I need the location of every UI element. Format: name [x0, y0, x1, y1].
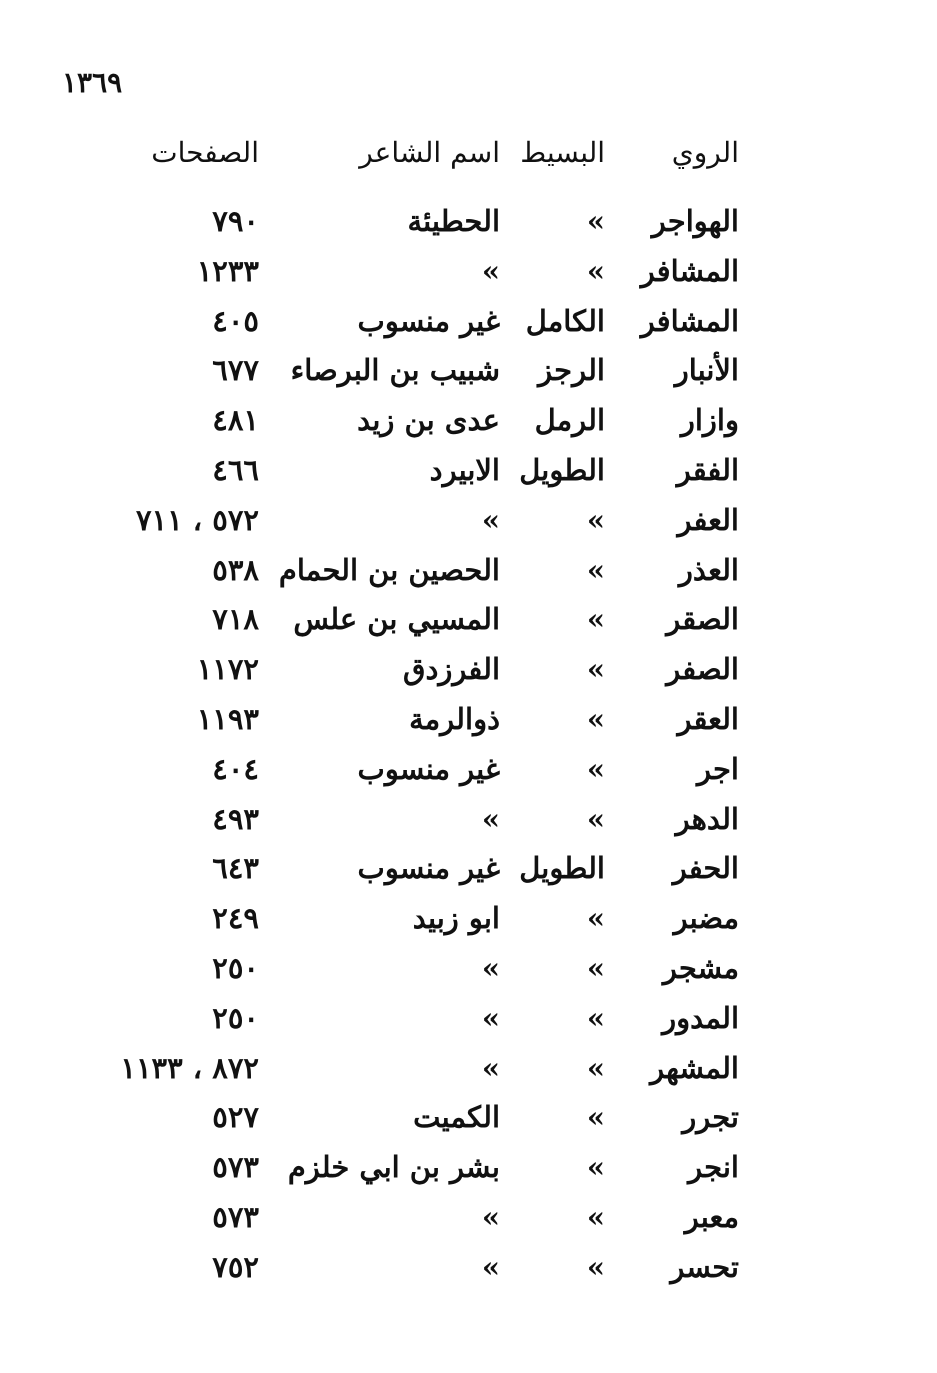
rawi-cell: وازار	[680, 403, 739, 438]
poet-cell: الفرزدق	[403, 652, 500, 687]
pages-cell: ٧٥٢	[212, 1249, 259, 1284]
header-pages: الصفحات	[151, 136, 259, 169]
pages-cell: ٢٤٩	[212, 901, 259, 936]
table-row	[0, 545, 937, 595]
bahr-cell: »	[586, 502, 605, 537]
table-row	[0, 594, 937, 644]
poet-cell: الحصين بن الحمام	[278, 552, 500, 587]
poet-cell: غير منسوب	[357, 303, 500, 338]
poet-cell: غير منسوب	[357, 851, 500, 886]
table-row	[0, 893, 937, 943]
pages-cell: ٥٢٧	[212, 1100, 259, 1135]
table-row	[0, 445, 937, 495]
poet-cell: الابيرد	[429, 453, 500, 487]
rawi-cell: تحسر	[670, 1249, 739, 1284]
table-row	[0, 1043, 937, 1093]
rawi-cell: الصفر	[666, 652, 739, 687]
pages-cell: ٥٧٣	[212, 1200, 259, 1234]
header-poet: اسم الشاعر	[359, 136, 500, 169]
pages-cell: ٦٤٣	[212, 851, 259, 886]
poet-cell: المسيي بن علس	[293, 602, 500, 637]
header-bahr: البسيط	[520, 136, 605, 169]
rawi-cell: المشافر	[640, 303, 739, 338]
pages-cell: ٤٩٣	[212, 801, 259, 836]
bahr-cell: »	[586, 253, 605, 288]
bahr-cell: الرمل	[534, 403, 605, 438]
rawi-cell: معبر	[684, 1200, 739, 1234]
poet-cell: »	[481, 801, 500, 836]
bahr-cell: »	[586, 901, 605, 936]
pages-cell: ٢٥٠	[212, 1000, 259, 1035]
bahr-cell: »	[586, 751, 605, 786]
table-row	[0, 1192, 937, 1242]
bahr-cell: »	[586, 1200, 605, 1234]
rawi-cell: العقر	[677, 702, 739, 736]
rawi-cell: اجر	[697, 751, 739, 786]
table-row	[0, 644, 937, 694]
poet-cell: ذوالرمة	[409, 702, 500, 736]
rawi-cell: الدهر	[675, 801, 739, 836]
pages-cell: ٥٧٣	[212, 1150, 259, 1185]
pages-cell: ٦٧٧	[212, 353, 259, 388]
pages-cell: ٥٣٨	[212, 552, 259, 587]
rawi-cell: المشهر	[650, 1050, 739, 1085]
poet-cell: »	[481, 253, 500, 288]
poet-cell: »	[481, 951, 500, 985]
pages-cell: ٤٠٤	[212, 751, 259, 786]
rawi-cell: العفر	[677, 502, 739, 537]
poet-cell: شبيب بن البرصاء	[290, 353, 500, 388]
table-row	[0, 395, 937, 445]
bahr-cell: »	[586, 801, 605, 836]
bahr-cell: الطويل	[519, 851, 605, 886]
table-row	[0, 1242, 937, 1292]
rawi-cell: العذر	[678, 552, 739, 587]
pages-cell: ٧١٨	[212, 602, 259, 637]
pages-cell: ٢٥٠	[212, 951, 259, 985]
poet-cell: بشر بن ابي خلزم	[287, 1150, 500, 1185]
bahr-cell: »	[586, 204, 605, 238]
poet-cell: »	[481, 1000, 500, 1035]
bahr-cell: »	[586, 602, 605, 637]
poet-cell: »	[481, 502, 500, 537]
pages-cell: ٥٧٢ ، ٧١١	[135, 502, 259, 537]
table-row	[0, 993, 937, 1043]
rawi-cell: الأنبار	[674, 353, 739, 388]
bahr-cell: الطويل	[519, 453, 605, 487]
pages-cell: ٧٩٠	[212, 204, 259, 238]
table-row	[0, 296, 937, 346]
table-row	[0, 694, 937, 744]
bahr-cell: »	[586, 1000, 605, 1035]
poet-cell: غير منسوب	[357, 751, 500, 786]
table-row	[0, 794, 937, 844]
table-row	[0, 1142, 937, 1192]
rawi-cell: مشجر	[662, 951, 739, 985]
rawi-cell: المشافر	[640, 253, 739, 288]
bahr-cell: »	[586, 702, 605, 736]
bahr-cell: »	[586, 951, 605, 985]
poet-cell: الكميت	[413, 1100, 500, 1135]
bahr-cell: »	[586, 1050, 605, 1085]
pages-cell: ١٢٣٣	[196, 253, 259, 288]
table-row	[0, 196, 937, 246]
rawi-cell: تجرر	[682, 1100, 739, 1135]
rawi-cell: الهواجر	[651, 204, 739, 238]
table-row	[0, 345, 937, 395]
table-row	[0, 843, 937, 893]
table-row	[0, 744, 937, 794]
table-row	[0, 495, 937, 545]
pages-cell: ٤٦٦	[212, 453, 259, 487]
bahr-cell: »	[586, 1150, 605, 1185]
bahr-cell: »	[586, 552, 605, 587]
header-rawi: الروي	[671, 136, 739, 169]
pages-cell: ٤٨١	[212, 403, 259, 438]
bahr-cell: »	[586, 1249, 605, 1284]
table-row	[0, 943, 937, 993]
bahr-cell: »	[586, 652, 605, 687]
rawi-cell: مضبر	[673, 901, 739, 936]
poet-cell: »	[481, 1050, 500, 1085]
table-row	[0, 1092, 937, 1142]
bahr-cell: »	[586, 1100, 605, 1135]
rawi-cell: الصقر	[666, 602, 739, 637]
poet-cell: »	[481, 1249, 500, 1284]
bahr-cell: الرجز	[538, 353, 605, 388]
rawi-cell: المدور	[662, 1000, 739, 1035]
pages-cell: ٤٠٥	[212, 303, 259, 338]
page-number: ١٣٦٩	[62, 66, 123, 99]
bahr-cell: الكامل	[525, 303, 605, 338]
poet-cell: الحطيئة	[407, 204, 500, 238]
rawi-cell: الحفر	[672, 851, 739, 886]
table-header	[0, 128, 937, 178]
poet-cell: ابو زبيد	[412, 901, 500, 936]
poet-cell: عدى بن زيد	[357, 403, 500, 438]
poet-cell: »	[481, 1200, 500, 1234]
pages-cell: ١١٩٣	[196, 702, 259, 736]
table-row	[0, 246, 937, 296]
pages-cell: ٨٧٢ ، ١١٣٣	[120, 1050, 259, 1085]
pages-cell: ١١٧٢	[196, 652, 259, 687]
rawi-cell: الفقر	[676, 453, 739, 487]
rawi-cell: انجر	[688, 1150, 739, 1185]
